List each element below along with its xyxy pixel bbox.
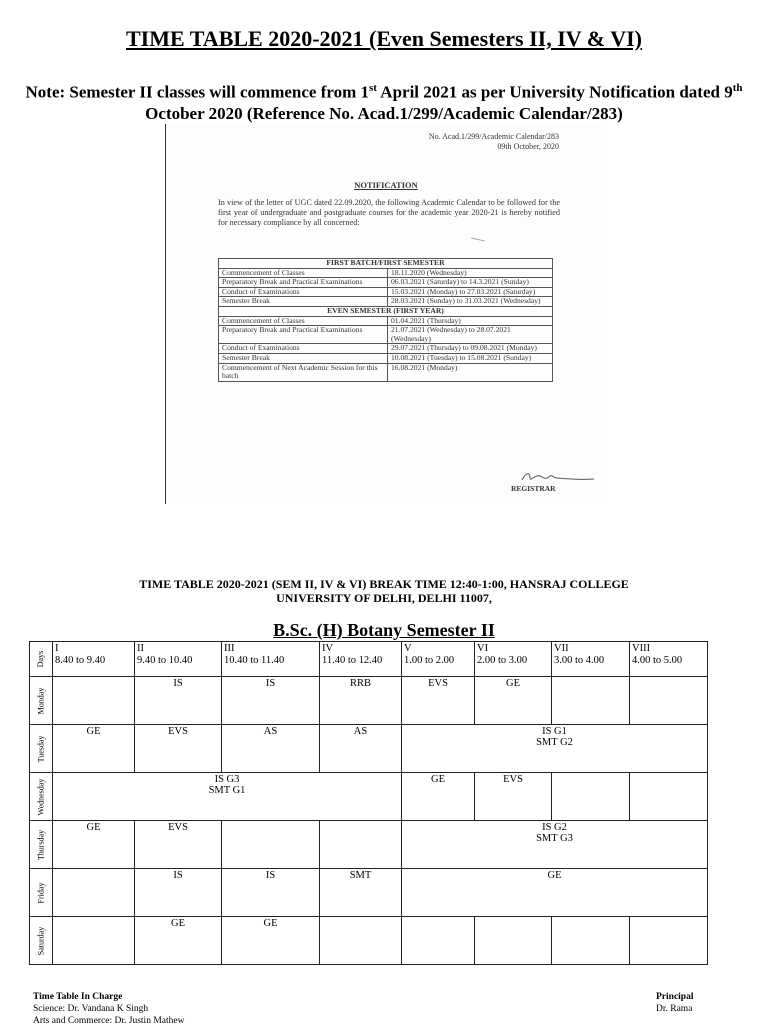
semester-note xyxy=(20,78,748,124)
timetable-heading-line1: TIME TABLE 2020-2021 (SEM II, IV & VI) BREAK TIME 12:40-1:00, HANSRAJ COLLEGE xyxy=(139,577,629,591)
timetable-cell xyxy=(53,869,135,917)
reference-number: No. Acad.1/299/Academic Calendar/283 xyxy=(428,132,559,141)
document-title: TIME TABLE 2020-2021 (Even Semesters II, IV & VI) xyxy=(125,26,642,51)
reference-date: 09th October, 2020 xyxy=(497,142,559,151)
calendar-date: 21.07.2021 (Wednesday) to 28.07.2021 (Wednesday) xyxy=(388,326,553,344)
calendar-item: Conduct of Examinations xyxy=(219,287,388,297)
timetable-cell xyxy=(222,821,320,869)
note-text-2: April 2021 as per University Notification dated 9 xyxy=(376,82,733,102)
timetable-cell xyxy=(552,677,630,725)
registrar-signature xyxy=(516,470,596,484)
timetable-cell: GE xyxy=(475,677,552,725)
period-header: VI 2.00 to 3.00 xyxy=(475,642,552,677)
timetable-cell xyxy=(630,677,708,725)
note-sup-1: st xyxy=(369,82,377,94)
calendar-date: 29.07.2021 (Thursday) to 09.08.2021 (Monday) xyxy=(388,344,553,354)
period-header: VIII 4.00 to 5.00 xyxy=(630,642,708,677)
days-header: Days xyxy=(30,642,53,677)
period-header: V 1.00 to 2.00 xyxy=(402,642,475,677)
incharge-arts-commerce: Arts and Commerce: Dr. Justin Mathew xyxy=(33,1016,185,1026)
calendar-date: 28.03.2021 (Sunday) to 31.03.2021 (Wednesday) xyxy=(388,297,553,307)
timetable-cell: GE xyxy=(402,869,708,917)
section-heading: EVEN SEMESTER (FIRST YEAR) xyxy=(219,306,553,316)
timetable-cell: GE xyxy=(53,725,135,773)
calendar-date: 06.03.2021 (Saturday) to 14.3.2021 (Sunday) xyxy=(388,278,553,288)
timetable-cell xyxy=(53,917,135,965)
timetable-row-saturday xyxy=(30,917,708,965)
timetable-row-monday xyxy=(30,677,708,725)
notification-heading: NOTIFICATION xyxy=(354,180,418,190)
subject-title: B.Sc. (H) Botany Semester II xyxy=(273,620,495,640)
timetable-cell: GE xyxy=(402,773,475,821)
timetable-cell: GE xyxy=(222,917,320,965)
principal-block xyxy=(656,991,693,1015)
timetable-cell xyxy=(552,917,630,965)
principal-heading: Principal xyxy=(656,992,694,1002)
principal-name: Dr. Rama xyxy=(656,1004,693,1014)
pen-mark xyxy=(471,238,485,242)
timetable-cell xyxy=(552,773,630,821)
timetable-row-thursday xyxy=(30,821,708,869)
period-header: II 9.40 to 10.40 xyxy=(135,642,222,677)
day-label: Wednesday xyxy=(30,773,53,821)
calendar-item: Commencement of Classes xyxy=(219,268,388,278)
timetable-cell xyxy=(320,821,402,869)
notification-reference xyxy=(429,132,559,152)
timetable-cell: IS G1 SMT G2 xyxy=(402,725,708,773)
timetable-incharge xyxy=(33,991,184,1027)
period-header: VII 3.00 to 4.00 xyxy=(552,642,630,677)
calendar-item: Commencement of Next Academic Session for this batch xyxy=(219,363,388,381)
timetable-cell: IS G3 SMT G1 xyxy=(53,773,402,821)
timetable-cell: IS xyxy=(135,869,222,917)
calendar-date: 10.08.2021 (Tuesday) to 15.08.2021 (Sunday) xyxy=(388,353,553,363)
calendar-item: Preparatory Break and Practical Examinations xyxy=(219,326,388,344)
timetable-heading-line2: UNIVERSITY OF DELHI, DELHI 11007, xyxy=(276,591,492,605)
calendar-item: Conduct of Examinations xyxy=(219,344,388,354)
scanned-notification xyxy=(165,124,606,504)
timetable-cell: EVS xyxy=(475,773,552,821)
academic-calendar-table xyxy=(218,258,553,382)
calendar-item: Semester Break xyxy=(219,353,388,363)
period-header: IV 11.40 to 12.40 xyxy=(320,642,402,677)
timetable-cell: IS xyxy=(135,677,222,725)
period-header: III 10.40 to 11.40 xyxy=(222,642,320,677)
day-label: Tuesday xyxy=(30,725,53,773)
calendar-item: Preparatory Break and Practical Examinations xyxy=(219,278,388,288)
timetable-cell: GE xyxy=(135,917,222,965)
day-label: Friday xyxy=(30,869,53,917)
note-text-1: Note: Semester II classes will commence from 1 xyxy=(25,82,370,102)
day-label: Monday xyxy=(30,677,53,725)
timetable-cell: IS xyxy=(222,869,320,917)
notification-paragraph: In view of the letter of UGC dated 22.09.2020, the following Academic Calendar to be followed for the first year of undergraduate and postgraduate courses for the academic year 2020-21 is hereby notified for necessary compliance by all concerned: xyxy=(218,198,560,227)
timetable-row-friday xyxy=(30,869,708,917)
incharge-heading: Time Table In Charge xyxy=(33,992,123,1002)
incharge-science: Science: Dr. Vandana K Singh xyxy=(33,1004,149,1014)
timetable xyxy=(29,641,708,965)
note-text-3: October 2020 (Reference No. Acad.1/299/Academic Calendar/283) xyxy=(145,103,623,123)
timetable-cell: EVS xyxy=(135,821,222,869)
timetable-heading xyxy=(0,577,768,605)
day-label: Saturday xyxy=(30,917,53,965)
timetable-cell: RRB xyxy=(320,677,402,725)
timetable-cell: SMT xyxy=(320,869,402,917)
timetable-header-row xyxy=(30,642,708,677)
timetable-cell xyxy=(630,917,708,965)
calendar-date: 01.04.2021 (Thursday) xyxy=(388,316,553,326)
timetable-cell: IS xyxy=(222,677,320,725)
day-label: Thursday xyxy=(30,821,53,869)
timetable-cell xyxy=(320,917,402,965)
registrar-label: REGISTRAR xyxy=(511,484,556,493)
timetable-cell xyxy=(402,917,475,965)
section-heading: FIRST BATCH/FIRST SEMESTER xyxy=(219,259,553,269)
calendar-item: Commencement of Classes xyxy=(219,316,388,326)
calendar-date: 15.03.2021 (Monday) to 27.03.2021 (Saturday) xyxy=(388,287,553,297)
timetable-cell: GE xyxy=(53,821,135,869)
calendar-date: 16.08.2021 (Monday) xyxy=(388,363,553,381)
period-header: I 8.40 to 9.40 xyxy=(53,642,135,677)
calendar-item: Semester Break xyxy=(219,297,388,307)
timetable-cell: EVS xyxy=(402,677,475,725)
timetable-cell xyxy=(630,773,708,821)
timetable-cell: AS xyxy=(320,725,402,773)
calendar-date: 18.11.2020 (Wednesday) xyxy=(388,268,553,278)
timetable-cell: IS G2 SMT G3 xyxy=(402,821,708,869)
timetable-cell xyxy=(53,677,135,725)
note-sup-2: th xyxy=(732,82,743,94)
timetable-cell xyxy=(475,917,552,965)
timetable-cell: AS xyxy=(222,725,320,773)
timetable-cell: EVS xyxy=(135,725,222,773)
timetable-row-tuesday xyxy=(30,725,708,773)
timetable-row-wednesday xyxy=(30,773,708,821)
